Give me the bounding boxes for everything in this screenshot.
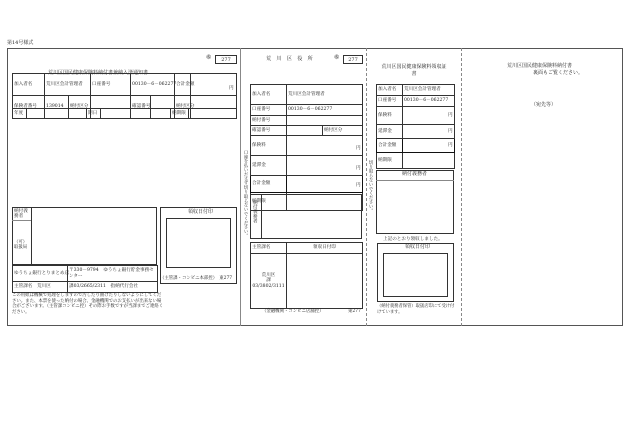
s2-agency-code: 03/3802/3111 bbox=[252, 283, 285, 289]
s1-payer-rule bbox=[12, 220, 32, 221]
s3-footnote: （納付義務者保管）取扱店印にて受け付けています。 bbox=[377, 304, 455, 315]
s1-total-label: 合計金額 bbox=[175, 74, 191, 96]
s3-table bbox=[376, 84, 455, 169]
s1-payee-label: 加入者名 bbox=[13, 74, 45, 96]
s2-recv-label: 納付番号 bbox=[251, 116, 287, 126]
divider-1 bbox=[240, 48, 241, 326]
s1-account-label: 口座番号 bbox=[91, 74, 131, 96]
s1-class-label: 納付区分 bbox=[175, 96, 191, 119]
s1-slip-no: 277 bbox=[215, 55, 237, 64]
s2-class-label: 納付区分 bbox=[323, 126, 363, 136]
s1-receipt-mark: ⑥ bbox=[206, 54, 212, 61]
s2-total-value bbox=[287, 176, 363, 193]
s2-slip-no: 277 bbox=[343, 55, 363, 64]
s3-premium-label: 保険料 bbox=[377, 107, 403, 125]
s4-title: 荒川区国民健康保険料納付書 bbox=[507, 63, 573, 69]
s2-payer-box bbox=[250, 194, 362, 239]
s1-agency-label: 主管課名 荒川区 bbox=[13, 282, 68, 293]
s3-late-label: 延滞金 bbox=[377, 125, 403, 139]
s1-due-label: 納期限 bbox=[171, 109, 189, 119]
s2-payer-label: 納付義務者 bbox=[252, 200, 258, 223]
divider-3 bbox=[461, 48, 462, 326]
s4-note: （宛先等） bbox=[531, 102, 557, 108]
s2-due-label: 納期限 bbox=[251, 193, 287, 211]
s3-total-value bbox=[403, 139, 455, 153]
s1-insured-label: 保険者番号 bbox=[13, 96, 45, 119]
s3-payer-label: 納付義務者 bbox=[402, 171, 428, 177]
s2-late-value bbox=[287, 156, 363, 176]
s2-yen-2: 円 bbox=[356, 166, 361, 171]
s2-agency-value: 荒川区 bbox=[261, 273, 276, 279]
s2-agency-sub: 課 bbox=[266, 278, 271, 284]
s3-account-value: 00130－6－062277 bbox=[403, 96, 455, 107]
s2-payee-value: 荒川区会計管理者 bbox=[287, 85, 363, 105]
s1-payee-value: 荒川区会計管理者 bbox=[45, 74, 91, 96]
s2-stamp-cell bbox=[287, 254, 363, 309]
s1-store-note: （主管課・コンビニ本部控） 東277 bbox=[160, 276, 233, 281]
s2-payee-label: 加入者名 bbox=[251, 85, 287, 105]
s2-premium-label: 保険料 bbox=[251, 136, 287, 156]
s1-confirm-label: 確認番号 bbox=[131, 96, 151, 119]
divider-2 bbox=[366, 48, 367, 326]
s2-confirm-label: 確認番号 bbox=[251, 126, 287, 136]
s3-stamp-label: 領収日付印 bbox=[405, 244, 431, 250]
s3-payer-rule bbox=[376, 180, 454, 181]
s1-fiscal-label: 年度 bbox=[13, 109, 27, 119]
s3-side-text: 切り取らないでください。 bbox=[368, 160, 374, 213]
s2-late-label: 延滞金 bbox=[251, 156, 287, 176]
s1-stamp-label: 領収日付印 bbox=[188, 209, 214, 215]
s1-term-table bbox=[12, 108, 237, 119]
s3-total-label: 合計金額 bbox=[377, 139, 403, 153]
s1-period-label: 納付区分 bbox=[69, 96, 91, 119]
s1-total-value bbox=[191, 74, 237, 96]
s4-subtitle: 裏面もご覧ください。 bbox=[533, 70, 584, 76]
s2-bottom-note: （金融機関・コンビニ店舗控） bbox=[262, 309, 324, 314]
s1-agency-sub: 指納代行会社 bbox=[110, 284, 139, 290]
s3-receipt-msg: 上記のとおり領収しました。 bbox=[383, 237, 443, 242]
s1-payer-label: 納付義務者 bbox=[14, 209, 28, 220]
s2-agency-cell bbox=[251, 254, 287, 309]
s3-title: 荒川区国民健康保険料領収証書 bbox=[381, 64, 447, 77]
s2-total-label: 合計金額 bbox=[251, 176, 287, 193]
s1-notice: この用紙は機械で処理をしますので汚したり曲げたりしないようにしてください。また、本票を使った納付の場合、金融機関でのお支払いが出来ない場合がございます。（主管課コンビニ控）その際お手数ですが当課までご連絡ください。 bbox=[12, 293, 164, 315]
s1-title: 荒川区国民健康保険料納付書兼納入済通知書 bbox=[48, 70, 149, 76]
s1-stamp-box bbox=[166, 218, 231, 268]
s3-payee-value: 荒川区会計管理者 bbox=[403, 85, 455, 96]
s1-term-value bbox=[101, 109, 171, 119]
s1-due-value bbox=[189, 109, 237, 119]
s2-side-text: 口座を払いださず切り取らないでください。 bbox=[243, 150, 249, 238]
s3-account-label: 口座番号 bbox=[377, 96, 403, 107]
s2-receipt-label: 領収日付印 bbox=[287, 243, 363, 254]
s1-agency-value: 荒川区 bbox=[37, 284, 51, 290]
s1-fee-label: （可）取扱局 bbox=[14, 240, 28, 251]
s2-account-value: 00130－6－062277 bbox=[287, 105, 363, 116]
s2-payer-col bbox=[261, 194, 262, 239]
s2-table bbox=[250, 84, 363, 211]
s1-yen: 円 bbox=[229, 86, 234, 91]
s3-late-value bbox=[403, 125, 455, 139]
s3-due-value bbox=[403, 153, 455, 169]
s1-bank-address: 〒330－9794 ゆうちょ銀行貯金事務センター bbox=[68, 266, 158, 282]
s2-title: 荒 川 区 役 所 bbox=[266, 56, 313, 62]
form-code: 第14号様式 bbox=[7, 40, 34, 46]
s1-insured-value: 139014 bbox=[45, 96, 69, 119]
s1-fiscal-value bbox=[27, 109, 87, 119]
s1-term-label: 期日 bbox=[87, 109, 101, 119]
s2-bottom-code: 東277 bbox=[348, 309, 361, 314]
s2-agency-table bbox=[250, 242, 363, 309]
s3-due-label: 納期限 bbox=[377, 153, 403, 169]
s1-payer-box bbox=[12, 207, 157, 265]
s2-premium-value bbox=[287, 136, 363, 156]
s3-yen-1: 円 bbox=[448, 113, 453, 118]
s1-account-value: 00130－6－062277 bbox=[131, 74, 175, 96]
s2-confirm-value bbox=[287, 126, 323, 136]
s1-payer-col bbox=[31, 207, 32, 265]
s2-recv-value bbox=[287, 116, 363, 126]
s2-account-label: 口座番号 bbox=[251, 105, 287, 116]
s2-receipt-mark: ⑥ bbox=[334, 54, 340, 61]
s3-payee-label: 加入者名 bbox=[377, 85, 403, 96]
s3-yen-2: 円 bbox=[448, 129, 453, 134]
s2-agency-label: 主管課名 bbox=[251, 243, 287, 254]
s2-yen-1: 円 bbox=[356, 146, 361, 151]
s2-yen-3: 円 bbox=[356, 183, 361, 188]
s1-bank-branch: ゆうちょ銀行とりまとめ店 bbox=[13, 266, 68, 282]
s3-premium-value bbox=[403, 107, 455, 125]
s1-bank-table bbox=[12, 265, 158, 293]
s3-yen-3: 円 bbox=[448, 143, 453, 148]
s1-agency-code: 課03/2665/2311 指納代行会社 bbox=[68, 282, 158, 293]
s3-stamp-box bbox=[383, 253, 448, 297]
